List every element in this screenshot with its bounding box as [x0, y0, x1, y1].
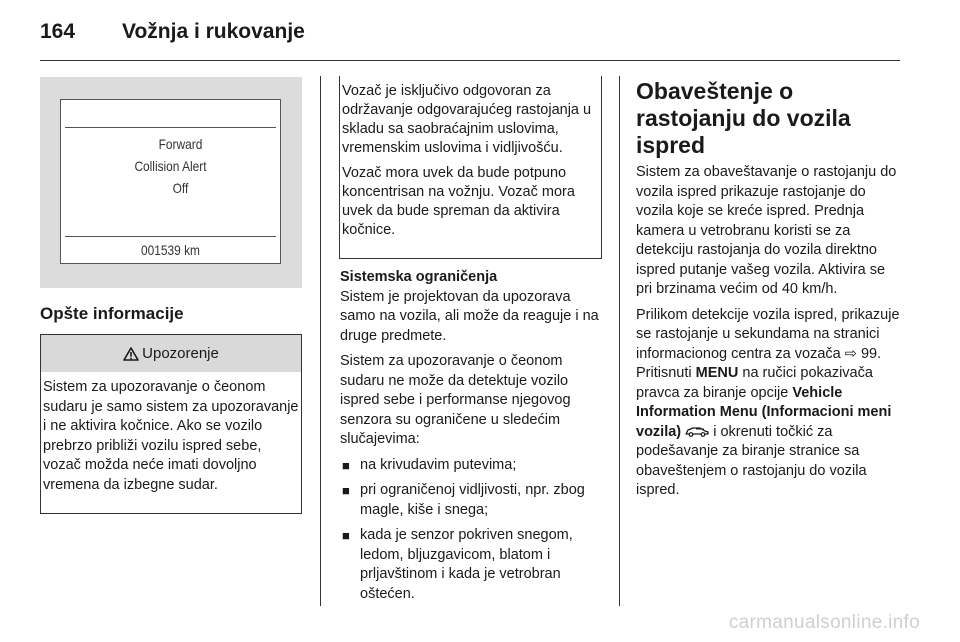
car-icon [685, 425, 709, 437]
bullet-square-icon: ■ [342, 483, 350, 498]
page-reference[interactable]: 99 [860, 345, 878, 362]
limits-paragraph-2: Sistem za upozoravanje o čeonom sudaru ne može da detektuje vozilo ispred sebe i performanse njegovog senzora su ograničene u sledećim slučajevima: [340, 353, 571, 447]
subheading-system-limits: Sistemska ograničenja [340, 269, 498, 285]
header-divider [40, 60, 900, 61]
watermark: carmanualsonline.info [728, 612, 920, 633]
warning-triangle-icon [123, 347, 139, 361]
system-limits-section [340, 268, 604, 610]
list-item: ■ na krivudavim putevima; [340, 456, 604, 476]
responsibility-paragraph-1: Vozač je isključivo odgovoran za održavanje odgovarajućeg rastojanja u skladu sa saobraćajnim uslovima, vremenskim uslovima i vidljivošću. [342, 83, 592, 156]
section-heading-distance: Obaveštenje o rastojanju do vozila ispred [636, 78, 851, 158]
display-line-3: Off [172, 180, 189, 196]
limits-paragraph-1: Sistem je projektovan da upozorava samo na vozila, ali može da reaguje i na druge predmete. [340, 288, 599, 344]
display-line-1: Forward [158, 136, 203, 152]
bullet-square-icon: ■ [342, 457, 350, 473]
section-heading-general: Opšte informacije [40, 304, 184, 323]
menu-option-label: Vehicle Information Menu (Informacioni meni vozila) [636, 384, 892, 440]
distance-paragraph-1: Sistem za obaveštavanje o rastojanju do vozila ispred prikazuje rastojanje do vozila koje se kreće ispred. Prednja kamera u vetrobranu koristi se za detekciju rastojanja do vozila direktno ispred putanje vašeg vozila. Aktivira se pri brzinama većim od 40 km/h. [636, 164, 897, 297]
column-divider-1 [320, 76, 321, 606]
warning-title: Upozorenje [142, 345, 219, 362]
column-divider-2 [619, 76, 620, 606]
display-divider-bottom [65, 236, 276, 237]
responsibility-paragraph-2: Vozač mora uvek da bude potpuno koncentrisan na vožnju. Vozač mora uvek da bude spreman da aktivira kočnice. [342, 165, 575, 238]
warning-text: Sistem za upozoravanje o čeonom sudaru je samo sistem za upozoravanje i ne aktivira kočnice. Ako se vozilo prebrzo približi vozilu ispred sebe, vozač možda neće imati dovoljno vremena da izbegne sudar. [43, 379, 299, 493]
odometer-reading: 001539 km [141, 242, 200, 258]
display-divider-top [65, 127, 276, 128]
distance-indication-section [636, 78, 902, 507]
display-line-2: Collision Alert [134, 158, 207, 174]
distance-paragraph-2: Prilikom detekcije vozila ispred, prikazuje se rastojanje u sekundama na stranici informacionog centra za vozača ⇨ 99. Pritisnuti MENU na ručici pokazivača pravca za biranje opcije Vehicle Information Menu (Informacioni meni vozila) i okrenuti točkić za podešavanje za biranje stranice sa obaveštenjem o rastojanju do vozila ispred. [636, 306, 900, 498]
page-number: 164 [40, 20, 76, 43]
page-header [40, 20, 305, 52]
driver-info-display [60, 99, 281, 264]
display-figure [40, 77, 302, 288]
page-reference-arrow-icon: ⇨ [844, 345, 857, 362]
responsibility-box [339, 76, 602, 259]
limits-list [340, 456, 604, 605]
list-item: ■ pri ograničenoj vidljivosti, npr. zbog magle, kiše i snega; [342, 482, 585, 518]
page-title: Vožnja i rukovanje [122, 20, 305, 43]
menu-button-label: MENU [695, 365, 739, 381]
warning-box [40, 334, 302, 514]
warning-header [41, 334, 301, 372]
bullet-square-icon: ■ [342, 528, 350, 543]
list-item: ■ kada je senzor pokriven snegom, ledom, bljuzgavicom, blatom i prljavštinom i kada je vetrobran oštećen. [342, 527, 573, 602]
